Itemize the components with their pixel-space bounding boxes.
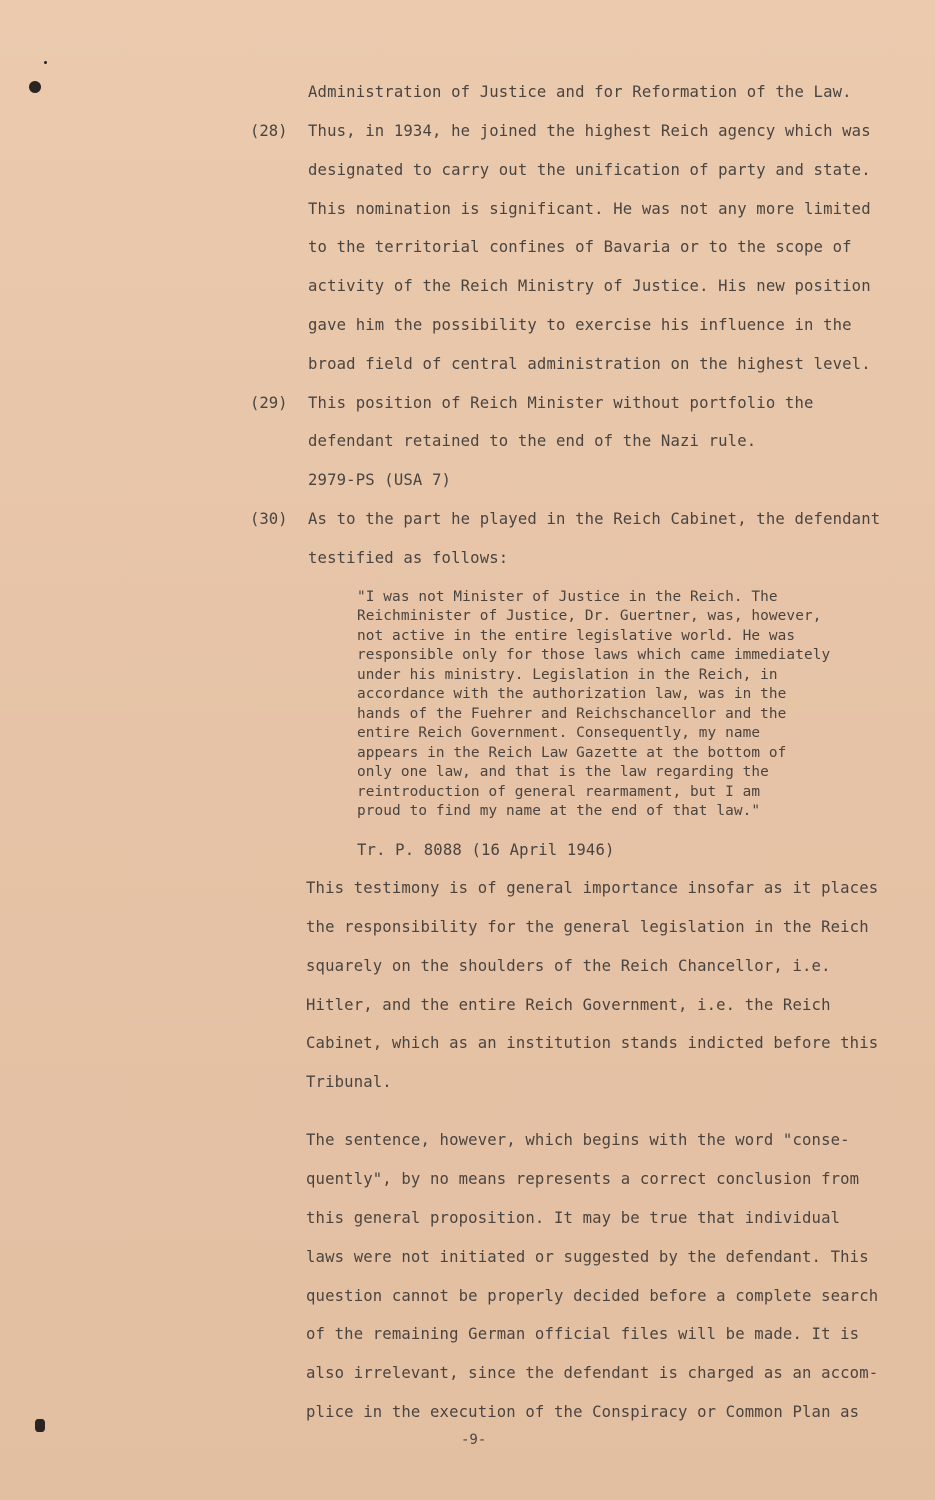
text-line: This position of Reich Minister without portfolio the bbox=[308, 394, 814, 412]
text-line: testified as follows: bbox=[308, 549, 509, 567]
text-line: activity of the Reich Ministry of Justice. His new position bbox=[308, 277, 871, 295]
quote-line: responsible only for those laws which came immediately bbox=[357, 647, 831, 663]
text-line: defendant retained to the end of the Nazi rule. bbox=[308, 432, 757, 450]
quote-line: not active in the entire legislative world. He was bbox=[357, 628, 796, 644]
text-line: Thus, in 1934, he joined the highest Reich agency which was bbox=[308, 122, 871, 140]
quote-line: appears in the Reich Law Gazette at the bottom of bbox=[357, 745, 787, 761]
text-line: As to the part he played in the Reich Cabinet, the defendant bbox=[308, 510, 881, 528]
quote-line: hands of the Fuehrer and Reichschancellor and the bbox=[357, 706, 787, 722]
text-line: this general proposition. It may be true that individual bbox=[306, 1209, 841, 1227]
quote-line: proud to find my name at the end of that law." bbox=[357, 803, 761, 819]
text-line: Hitler, and the entire Reich Government, i.e. the Reich bbox=[306, 996, 831, 1014]
paragraph-number-29: (29) bbox=[250, 394, 288, 412]
text-line: plice in the execution of the Conspiracy or Common Plan as bbox=[306, 1403, 860, 1421]
quote-line: "I was not Minister of Justice in the Reich. The bbox=[357, 589, 778, 605]
text-line: Administration of Justice and for Reformation of the Law. bbox=[308, 83, 852, 101]
text-line: This testimony is of general importance insofar as it places bbox=[306, 879, 879, 897]
punch-hole-mark bbox=[35, 1419, 45, 1432]
text-line: also irrelevant, since the defendant is charged as an accom- bbox=[306, 1364, 879, 1382]
paragraph-number-28: (28) bbox=[250, 122, 288, 140]
text-line: laws were not initiated or suggested by the defendant. This bbox=[306, 1248, 869, 1266]
punch-hole-mark bbox=[29, 81, 41, 93]
text-line: to the territorial confines of Bavaria or to the scope of bbox=[308, 238, 852, 256]
paragraph-number-30: (30) bbox=[250, 510, 288, 528]
quote-line: under his ministry. Legislation in the Reich, in bbox=[357, 667, 778, 683]
transcript-citation: Tr. P. 8088 (16 April 1946) bbox=[357, 841, 615, 859]
text-line: gave him the possibility to exercise his influence in the bbox=[308, 316, 852, 334]
quote-line: only one law, and that is the law regarding the bbox=[357, 764, 769, 780]
text-line: Cabinet, which as an institution stands indicted before this bbox=[306, 1034, 879, 1052]
document-reference: 2979-PS (USA 7) bbox=[308, 471, 452, 489]
quote-line: entire Reich Government. Consequently, my name bbox=[357, 725, 761, 741]
quote-line: Reichminister of Justice, Dr. Guertner, was, however, bbox=[357, 608, 822, 624]
text-line: of the remaining German official files will be made. It is bbox=[306, 1325, 860, 1343]
text-line: quently", by no means represents a correct conclusion from bbox=[306, 1170, 860, 1188]
text-line: squarely on the shoulders of the Reich Chancellor, i.e. bbox=[306, 957, 831, 975]
text-line: broad field of central administration on the highest level. bbox=[308, 355, 871, 373]
text-line: question cannot be properly decided before a complete search bbox=[306, 1287, 879, 1305]
text-line: the responsibility for the general legislation in the Reich bbox=[306, 918, 869, 936]
paper-speck bbox=[44, 61, 47, 64]
text-line: Tribunal. bbox=[306, 1073, 392, 1091]
quote-line: reintroduction of general rearmament, but I am bbox=[357, 784, 761, 800]
quote-line: accordance with the authorization law, was in the bbox=[357, 686, 787, 702]
text-line: designated to carry out the unification of party and state. bbox=[308, 161, 871, 179]
text-line: The sentence, however, which begins with the word "conse- bbox=[306, 1131, 850, 1149]
page-number: -9- bbox=[461, 1432, 487, 1448]
text-line: This nomination is significant. He was not any more limited bbox=[308, 200, 871, 218]
